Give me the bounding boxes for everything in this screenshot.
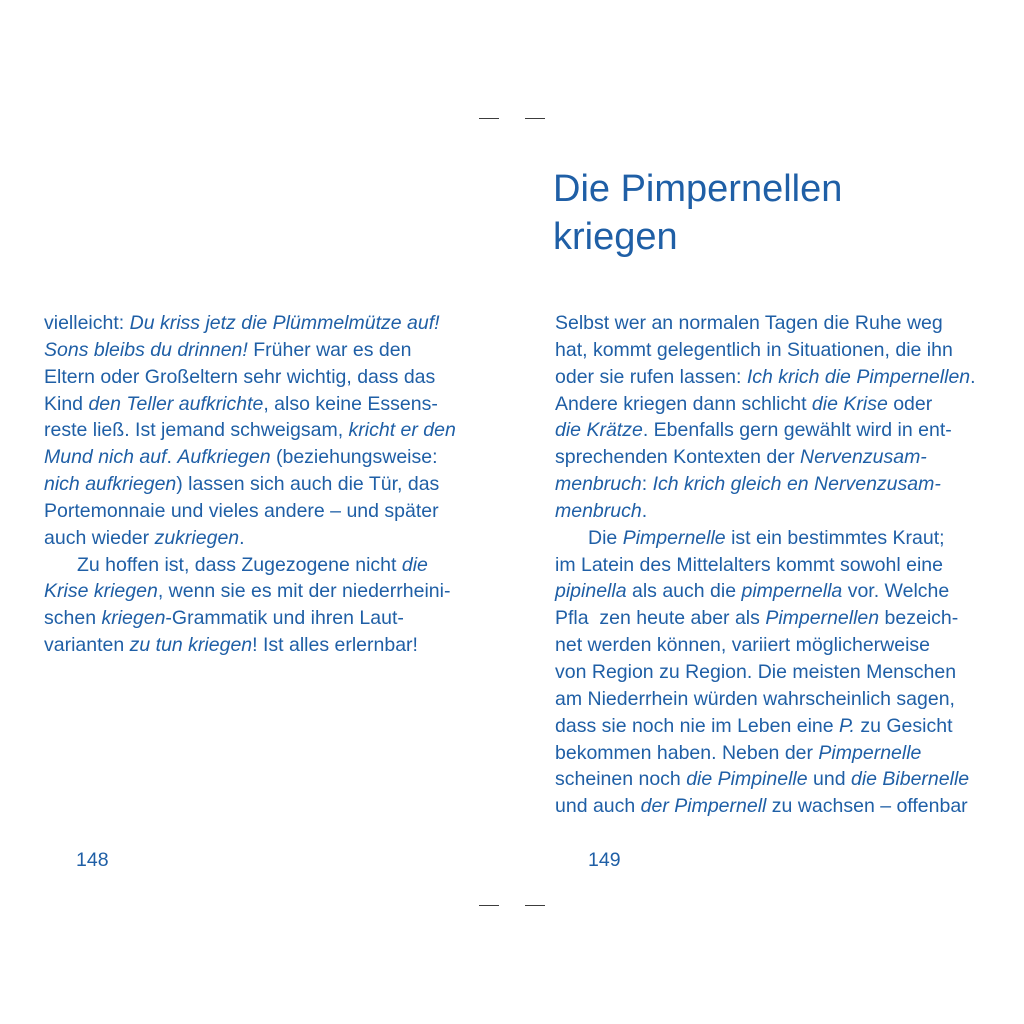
text-line [44, 391, 456, 418]
text-segment: . [641, 499, 648, 522]
italic-text-segment: die Bibernelle [850, 768, 970, 791]
italic-text-segment: Pimpernelle [622, 526, 726, 549]
italic-text-segment: Pimpernellen [765, 607, 880, 630]
text-segment: : [641, 473, 653, 496]
page-number-right: 149 [588, 849, 621, 871]
text-line [44, 337, 456, 364]
italic-text-segment: die Pimpinelle [686, 768, 808, 791]
text-segment: ! Ist alles erlernbar! [252, 634, 418, 657]
text-line [555, 766, 976, 793]
text-segment: schen [44, 607, 102, 630]
text-segment: dass sie noch nie im Leben eine [555, 714, 840, 737]
text-segment: im Latein des Mittelalters kommt sowohl eine [555, 553, 943, 576]
text-line [555, 740, 976, 767]
italic-text-segment: P. [839, 714, 855, 737]
italic-text-segment: die Krätze [555, 419, 643, 442]
paragraph [555, 525, 976, 820]
chapter-title-line: Die Pimpernellen [553, 168, 843, 210]
text-segment: zu wachsen – offenbar [766, 795, 968, 818]
decorative-rule [525, 118, 545, 119]
italic-text-segment: zukriegen [154, 526, 240, 549]
text-segment: als auch die [626, 580, 742, 603]
italic-text-segment: menbruch [555, 473, 642, 496]
italic-text-segment: menbruch [555, 499, 642, 522]
text-segment: hat, kommt gelegentlich in Situationen, die ihn [555, 338, 953, 361]
text-line [44, 417, 456, 444]
text-segment: . [166, 446, 178, 469]
text-line [555, 793, 976, 820]
italic-text-segment: Nervenzusam- [800, 446, 927, 469]
text-segment: reste ließ. Ist jemand schweigsam, [44, 419, 349, 442]
italic-text-segment: kricht er den [348, 419, 456, 442]
text-line [44, 632, 456, 659]
text-line [555, 364, 976, 391]
text-segment: bezeich- [879, 607, 959, 630]
italic-text-segment: pimpernella [741, 580, 843, 603]
italic-text-segment: Mund nich auf [44, 446, 167, 469]
decorative-rule [479, 905, 499, 906]
italic-text-segment: der Pimpernell [640, 795, 767, 818]
text-line [44, 605, 456, 632]
text-line [555, 578, 976, 605]
italic-text-segment: Krise kriegen [44, 580, 158, 603]
text-segment: Kind [44, 392, 89, 415]
text-segment: , also keine Essens- [263, 392, 438, 415]
text-segment: am Niederrhein würden wahrscheinlich sagen, [555, 687, 955, 710]
text-segment: Portemonnaie und vieles andere – und später [44, 499, 439, 522]
text-segment: Zu hoffen ist, dass Zugezogene nicht [77, 553, 402, 576]
text-segment: Die [588, 526, 623, 549]
text-line [555, 444, 976, 471]
text-segment: oder sie rufen lassen: [555, 365, 747, 388]
text-line [555, 391, 976, 418]
text-segment: vielleicht: [44, 312, 130, 334]
text-line [555, 659, 976, 686]
text-segment: und auch [555, 795, 641, 818]
page-number-left: 148 [76, 849, 109, 871]
text-line [44, 444, 456, 471]
italic-text-segment: Ich krich die Pimpernellen [746, 365, 971, 388]
text-segment: varianten [44, 634, 130, 657]
text-segment: sprechenden Kontexten der [555, 446, 801, 469]
italic-text-segment: Sons bleibs du drinnen! [44, 338, 248, 361]
text-line [555, 713, 976, 740]
italic-text-segment: pipinella [555, 580, 627, 603]
text-line [44, 471, 456, 498]
text-segment: ) lassen sich auch die Tür, das [176, 473, 440, 496]
text-line [555, 337, 976, 364]
text-segment: ist ein bestimmtes Kraut; [725, 526, 945, 549]
text-segment: scheinen noch [555, 768, 687, 791]
text-line [44, 525, 456, 552]
paragraph [44, 552, 456, 659]
italic-text-segment: nich aufkriegen [44, 473, 177, 496]
text-line [555, 605, 976, 632]
paragraph [44, 310, 456, 552]
italic-text-segment: Aufkriegen [177, 446, 271, 469]
text-segment: zu Gesicht [854, 714, 953, 737]
text-segment: bekommen haben. Neben der [555, 741, 819, 764]
decorative-rule [525, 905, 545, 906]
text-segment: auch wieder [44, 526, 155, 549]
text-segment: und [807, 768, 851, 791]
text-segment: . [239, 526, 245, 549]
paragraph [555, 310, 976, 525]
text-segment: net werden können, variiert möglicherweise [555, 634, 931, 657]
italic-text-segment: Du kriss jetz die Plümmelmütze auf! [129, 312, 440, 334]
text-line [555, 525, 976, 552]
text-segment: , wenn sie es mit der niederrheini- [157, 580, 451, 603]
text-segment: vor. Welche [842, 580, 950, 603]
italic-text-segment: kriegen [101, 607, 166, 630]
right-page-body [555, 310, 976, 820]
italic-text-segment: die Krise [811, 392, 888, 415]
text-segment: Eltern oder Großeltern sehr wichtig, dass das [44, 365, 436, 388]
text-line [44, 498, 456, 525]
decorative-rule [479, 118, 499, 119]
text-line [555, 310, 976, 337]
text-line [555, 632, 976, 659]
text-line [44, 364, 456, 391]
italic-text-segment: Ich krich gleich en Nervenzusam- [652, 473, 941, 496]
text-segment: von Region zu Region. Die meisten Menschen [555, 660, 957, 683]
italic-text-segment: zu tun kriegen [129, 634, 253, 657]
text-line [555, 471, 976, 498]
text-line [555, 498, 976, 525]
text-segment: oder [887, 392, 933, 415]
text-line [44, 310, 456, 337]
chapter-title [553, 165, 842, 261]
text-line [555, 417, 976, 444]
text-segment: Selbst wer an normalen Tagen die Ruhe weg [555, 312, 943, 334]
text-segment: . Ebenfalls gern gewählt wird in ent- [642, 419, 952, 442]
text-segment: . [970, 365, 976, 388]
chapter-title-line: kriegen [553, 216, 678, 258]
italic-text-segment: die [401, 553, 428, 576]
text-segment: -Grammatik und ihren Laut- [165, 607, 404, 630]
text-segment: Früher war es den [247, 338, 412, 361]
text-segment: (beziehungsweise: [270, 446, 438, 469]
text-line [44, 578, 456, 605]
italic-text-segment: Pimpernelle [818, 741, 922, 764]
text-segment: Pfla zen heute aber als [555, 607, 766, 630]
left-page-body [44, 310, 456, 659]
text-line [555, 552, 976, 579]
text-segment: Andere kriegen dann schlicht [555, 392, 812, 415]
text-line [44, 552, 456, 579]
italic-text-segment: den Teller aufkrichte [88, 392, 264, 415]
text-line [555, 686, 976, 713]
